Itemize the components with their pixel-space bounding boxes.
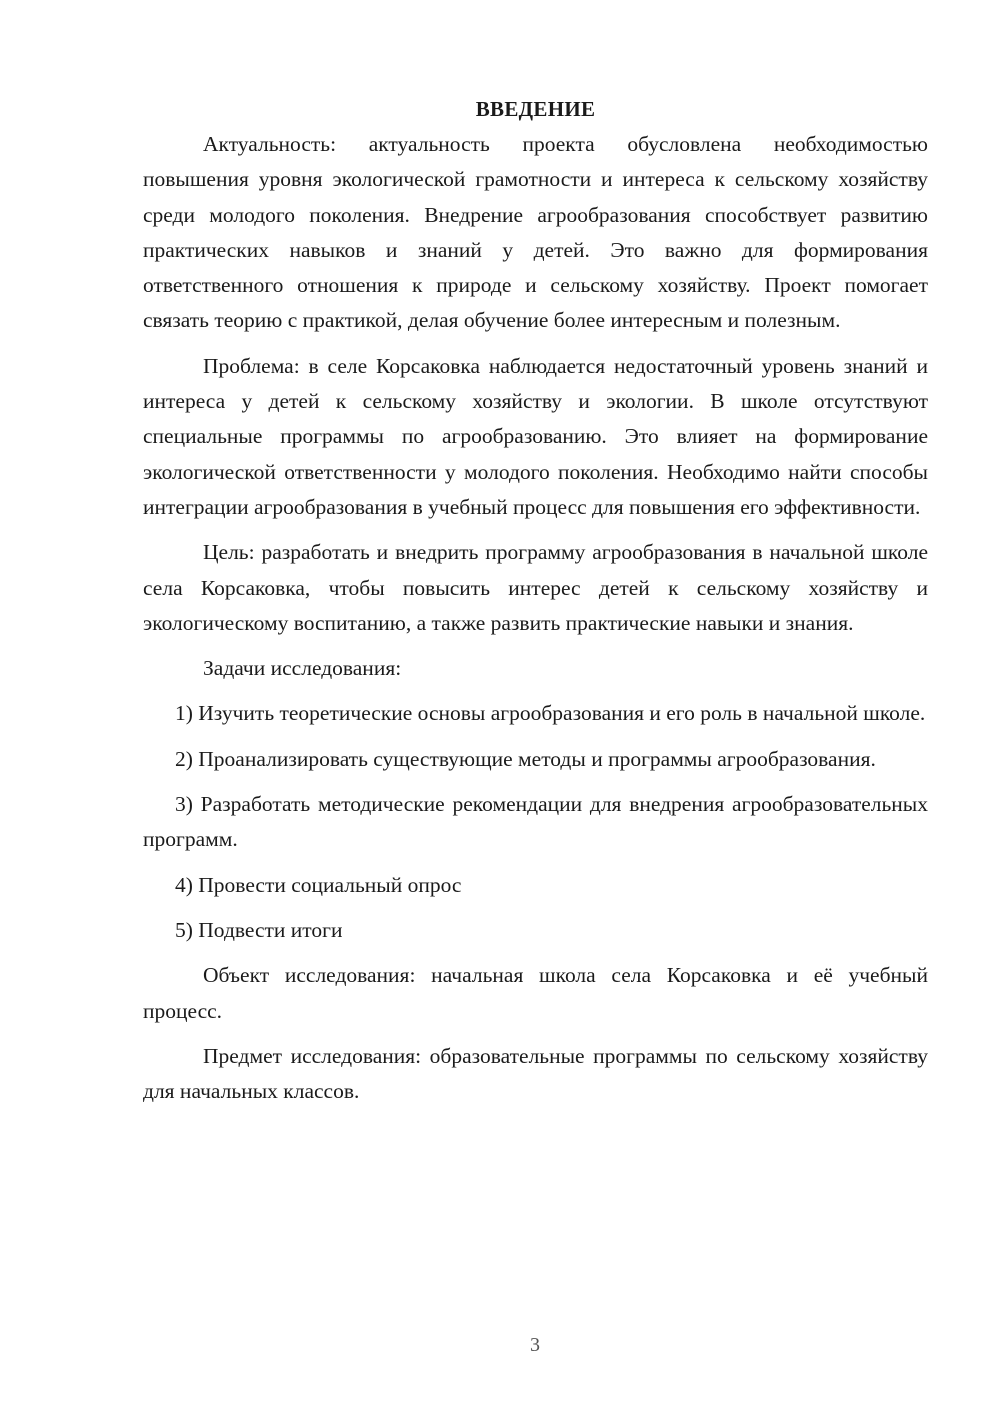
- task-item: 1) Изучить теоретические основы агрообразования и его роль в начальной школе.: [175, 701, 926, 726]
- subject-paragraph: Предмет исследования: образовательные программы по сельскому хозяйству для начальных классов.: [143, 1043, 928, 1104]
- page-title: ВВЕДЕНИЕ: [475, 97, 596, 121]
- task-item: 3) Разработать методические рекомендации для внедрения агрообразовательных программ.: [143, 792, 928, 852]
- task-item: 2) Проанализировать существующие методы и программы агрообразования.: [175, 746, 876, 771]
- problem-paragraph: Проблема: в селе Корсаковка наблюдается недостаточный уровень знаний и интереса у детей к сельскому хозяйству и экологии. В школе отсутствуют специальные программы по агрообразованию. Это влияет на формирование экологической ответственности у молодого поколения. Необходимо найти способы интеграции агрообразования в учебный процесс для повышения его эффективности.: [143, 353, 928, 519]
- object-paragraph: Объект исследования: начальная школа села Корсаковка и её учебный процесс.: [143, 963, 928, 1023]
- document-page: [143, 95, 928, 1119]
- task-item: 5) Подвести итоги: [175, 917, 343, 942]
- tasks-heading: Задачи исследования:: [203, 656, 402, 681]
- page-number: 3: [530, 1334, 540, 1356]
- goal-paragraph: Цель: разработать и внедрить программу агрообразования в начальной школе села Корсаковка, чтобы повысить интерес детей к сельскому хозяйству и экологическому воспитанию, а также развить практические навыки и знания.: [143, 540, 928, 635]
- task-item: 4) Провести социальный опрос: [175, 872, 462, 897]
- relevance-paragraph: Актуальность: актуальность проекта обусловлена необходимостью повышения уровня экологической грамотности и интереса к сельскому хозяйству среди молодого поколения. Внедрение агрообразования способствует развитию практических навыков и знаний у детей. Это важно для формирования ответственного отношения к природе и сельскому хозяйству. Проект помогает связать теорию с практикой, делая обучение более интересным и полезным.: [143, 132, 928, 333]
